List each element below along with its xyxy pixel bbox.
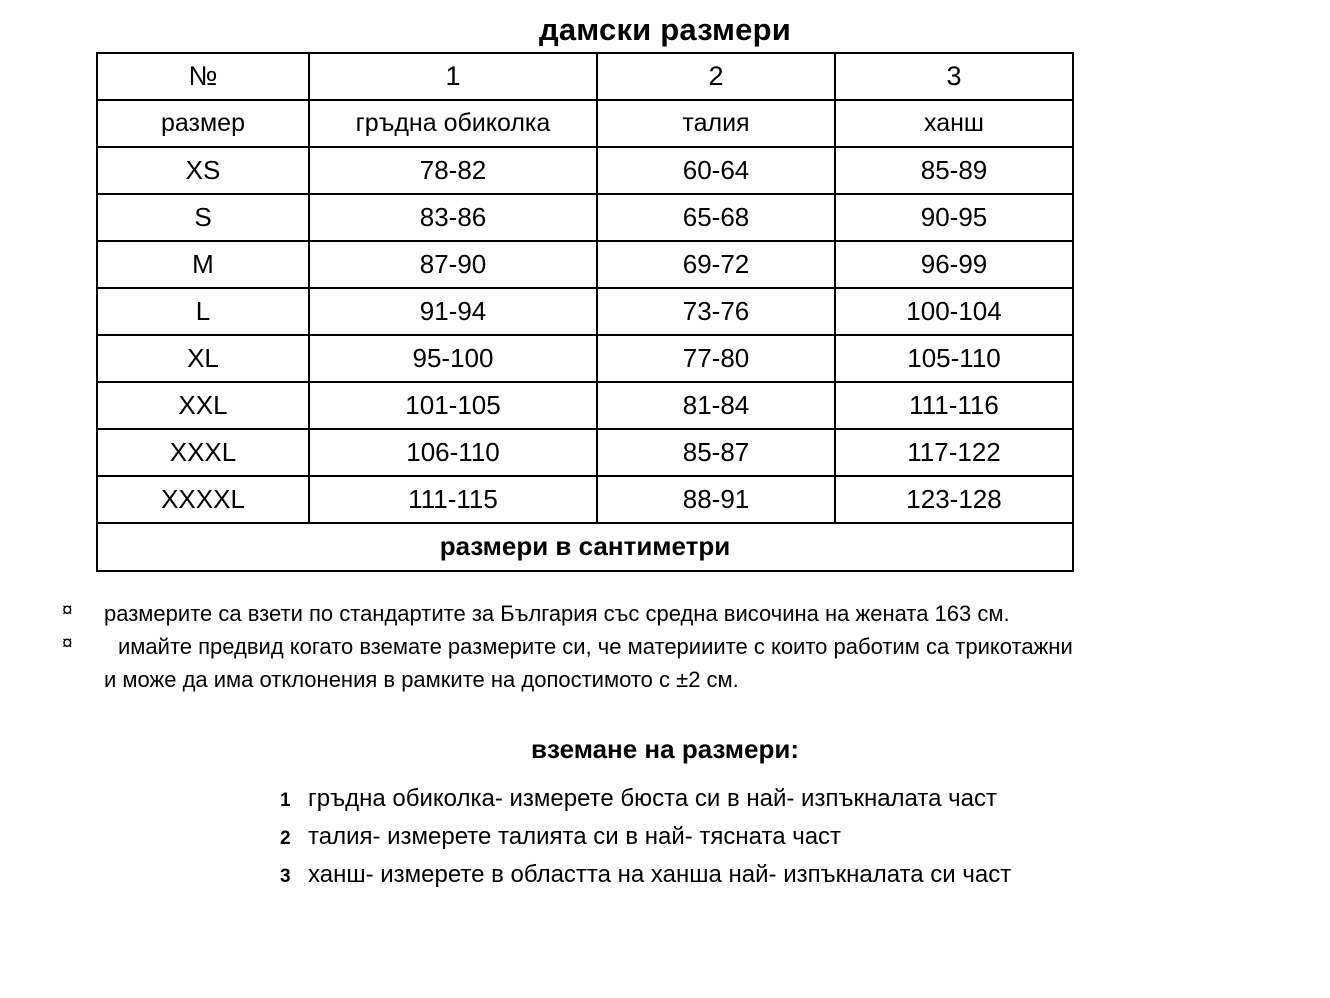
cell-size: XXXXL [97, 476, 309, 523]
note-item [56, 631, 1306, 662]
list-item-number: 1 [280, 790, 291, 811]
size-table [96, 52, 1074, 572]
list-item-text: талия- измерете талията си в най- тясната част [308, 822, 842, 850]
cell-bust: 83-86 [309, 194, 597, 241]
header-cell: ханш [835, 100, 1073, 147]
header-cell: 1 [309, 53, 597, 100]
cell-hips: 96-99 [835, 241, 1073, 288]
cell-bust: 111-115 [309, 476, 597, 523]
list-item [280, 818, 1280, 856]
howto-list [280, 780, 1280, 894]
cell-size: M [97, 241, 309, 288]
table-header-labels [97, 100, 1073, 147]
table-row [97, 147, 1073, 194]
header-cell: размер [97, 100, 309, 147]
table-row [97, 288, 1073, 335]
cell-size: XXXL [97, 429, 309, 476]
howto-title: вземане на размери: [531, 734, 799, 764]
list-item-text: ханш- измерете в областта на ханша най- изпъкналата си част [308, 860, 1012, 888]
table-row [97, 335, 1073, 382]
notes-section [56, 598, 1306, 698]
cell-waist: 85-87 [597, 429, 835, 476]
cell-size: XL [97, 335, 309, 382]
header-cell: 3 [835, 53, 1073, 100]
cell-bust: 87-90 [309, 241, 597, 288]
header-cell: 2 [597, 53, 835, 100]
units-note: размери в сантиметри [97, 523, 1073, 571]
bullet-icon: ¤ [62, 600, 73, 621]
cell-waist: 81-84 [597, 382, 835, 429]
cell-waist: 69-72 [597, 241, 835, 288]
note-item-continuation [56, 664, 1306, 695]
cell-size: XS [97, 147, 309, 194]
note-text: и може да има отклонения в рамките на допостимото с ±2 см. [104, 667, 739, 693]
cell-hips: 90-95 [835, 194, 1073, 241]
page-title: дамски размери [538, 12, 792, 47]
cell-hips: 117-122 [835, 429, 1073, 476]
cell-size: XXL [97, 382, 309, 429]
cell-bust: 91-94 [309, 288, 597, 335]
table-row [97, 429, 1073, 476]
table-row [97, 241, 1073, 288]
list-item-text: гръдна обиколка- измерете бюста си в най- изпъкналата част [308, 785, 997, 812]
note-item [56, 598, 1306, 629]
list-item [280, 856, 1280, 894]
bullet-icon: ¤ [62, 633, 73, 655]
note-text: размерите са взети по стандартите за България със средна височина на жената 163 см. [104, 601, 1010, 626]
table-row [97, 194, 1073, 241]
cell-size: S [97, 194, 309, 241]
cell-hips: 123-128 [835, 476, 1073, 523]
header-cell: № [97, 53, 309, 100]
cell-bust: 106-110 [309, 429, 597, 476]
list-item-number: 3 [280, 865, 291, 887]
header-cell: талия [597, 100, 835, 147]
size-table-container [96, 52, 1072, 572]
cell-hips: 105-110 [835, 335, 1073, 382]
note-text: имайте предвид когато вземате размерите си, че материиите с които работим са трикотажни [118, 634, 1073, 660]
cell-bust: 101-105 [309, 382, 597, 429]
table-header-numbers [97, 53, 1073, 100]
table-row [97, 382, 1073, 429]
cell-size: L [97, 288, 309, 335]
cell-hips: 85-89 [835, 147, 1073, 194]
cell-hips: 100-104 [835, 288, 1073, 335]
table-footer [97, 523, 1073, 571]
header-cell: гръдна обиколка [309, 100, 597, 147]
cell-bust: 78-82 [309, 147, 597, 194]
cell-hips: 111-116 [835, 382, 1073, 429]
table-row [97, 476, 1073, 523]
list-item-number: 2 [280, 827, 291, 849]
cell-waist: 73-76 [597, 288, 835, 335]
cell-waist: 77-80 [597, 335, 835, 382]
cell-waist: 60-64 [597, 147, 835, 194]
cell-bust: 95-100 [309, 335, 597, 382]
list-item [280, 780, 1280, 818]
cell-waist: 88-91 [597, 476, 835, 523]
cell-waist: 65-68 [597, 194, 835, 241]
